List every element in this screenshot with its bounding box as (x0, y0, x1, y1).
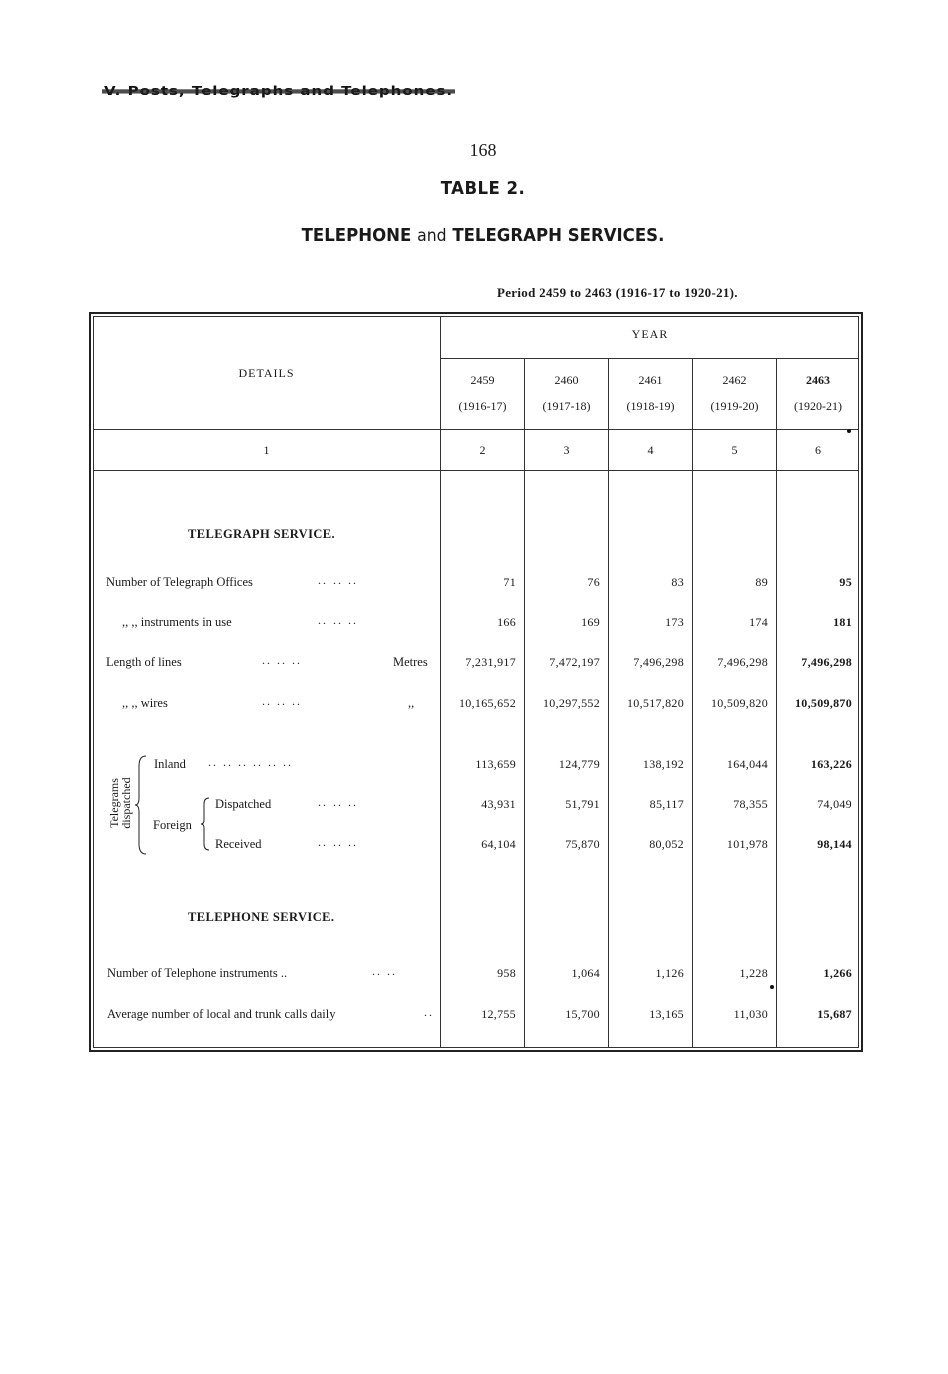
leader-dots: .. .. .. (318, 835, 358, 849)
year-be: 2463 (806, 373, 830, 387)
section-title: TELEGRAPH SERVICE. (188, 527, 336, 541)
table-cell: 76 (587, 575, 600, 589)
table-cell: 7,472,197 (549, 655, 600, 669)
table-cell: 1,126 (655, 966, 684, 980)
table-cell: 11,030 (733, 1007, 768, 1021)
details-header: DETAILS (238, 366, 295, 380)
ink-spot (770, 985, 774, 989)
leader-dots: .. .. .. (318, 795, 358, 809)
table-cell: 163,226 (810, 757, 852, 771)
table-cell: 173 (665, 615, 684, 629)
row-unit: ,, (408, 696, 415, 710)
table-cell: 15,687 (817, 1007, 852, 1021)
table-cell: 958 (497, 966, 516, 980)
table-cell: 12,755 (481, 1007, 516, 1021)
year-ce: (1918-19) (626, 399, 675, 413)
table-cell: 181 (833, 615, 852, 629)
table-cell: 10,509,820 (711, 696, 768, 710)
leader-dots: .. .. .. .. .. .. (208, 755, 293, 769)
table-cell: 64,104 (481, 837, 516, 851)
year-rule (441, 358, 859, 359)
table-subtitle: TELEPHONE and TELEGRAPH SERVICES. (301, 225, 665, 246)
table-cell: 10,165,652 (459, 696, 516, 710)
row-label: Dispatched (215, 797, 272, 811)
group-label: Telegrams dispatched (107, 777, 133, 829)
table-cell: 164,044 (726, 757, 768, 771)
leader-dots: .. .. .. (318, 573, 358, 587)
table-cell: 7,496,298 (717, 655, 768, 669)
section-title: TELEPHONE SERVICE. (188, 910, 335, 924)
leader-dots: .. (424, 1005, 434, 1019)
table-cell: 113,659 (475, 757, 516, 771)
year-be: 2460 (554, 373, 579, 387)
year-header: YEAR (631, 327, 669, 341)
row-label: Length of lines (106, 655, 182, 669)
row-label: ,, ,, instruments in use (122, 615, 232, 629)
year-ce: (1919-20) (710, 399, 759, 413)
header-rule (93, 429, 859, 430)
leader-dots: .. .. .. (262, 694, 302, 708)
table-cell: 89 (755, 575, 768, 589)
table-cell: 74,049 (817, 797, 852, 811)
col-num: 1 (263, 443, 270, 457)
table-cell: 85,117 (649, 797, 684, 811)
page-number: 168 (469, 140, 497, 160)
row-unit: Metres (393, 655, 428, 669)
colnum-rule (93, 470, 859, 471)
year-be: 2459 (470, 373, 495, 387)
row-label: ,, ,, wires (122, 696, 168, 710)
table-cell: 166 (497, 615, 516, 629)
table-cell: 124,779 (558, 757, 600, 771)
ink-spot (847, 429, 851, 433)
table-cell: 43,931 (481, 797, 516, 811)
year-be: 2461 (638, 373, 663, 387)
table-cell: 1,228 (739, 966, 768, 980)
table-cell: 15,700 (565, 1007, 600, 1021)
table-title: TABLE 2. (440, 178, 526, 199)
leader-dots: .. .. (372, 964, 397, 978)
row-label: Average number of local and trunk calls daily (107, 1007, 336, 1021)
col-num: 2 (479, 443, 486, 457)
table-cell: 13,165 (649, 1007, 684, 1021)
year-ce: (1916-17) (458, 399, 507, 413)
leader-dots: .. .. .. (318, 613, 358, 627)
table-cell: 10,517,820 (627, 696, 684, 710)
table-cell: 98,144 (817, 837, 852, 851)
foreign-brace (200, 796, 212, 852)
col-divider (440, 316, 441, 1048)
table-cell: 95 (839, 575, 852, 589)
table-cell: 174 (749, 615, 768, 629)
table-cell: 78,355 (733, 797, 768, 811)
table-cell: 10,509,870 (795, 696, 852, 710)
col-num: 6 (815, 443, 821, 457)
table-cell: 7,231,917 (465, 655, 516, 669)
table-cell: 10,297,552 (543, 696, 600, 710)
table-cell: 169 (581, 615, 600, 629)
table-cell: 7,496,298 (801, 655, 852, 669)
col-num: 5 (731, 443, 738, 457)
row-label: Number of Telegraph Offices (106, 575, 253, 589)
table-cell: 138,192 (642, 757, 684, 771)
period-line: Period 2459 to 2463 (1916-17 to 1920-21). (497, 285, 738, 300)
row-label: Inland (154, 757, 186, 771)
table-cell: 71 (503, 575, 516, 589)
group-brace (134, 754, 150, 856)
table-cell: 80,052 (649, 837, 684, 851)
table-cell: 7,496,298 (633, 655, 684, 669)
row-label: Number of Telephone instruments .. (107, 966, 288, 980)
table-cell: 1,064 (571, 966, 600, 980)
table-cell: 75,870 (565, 837, 600, 851)
year-ce: (1917-18) (542, 399, 591, 413)
row-label: Received (215, 837, 262, 851)
col-num: 3 (563, 443, 570, 457)
foreign-label: Foreign (153, 818, 192, 832)
leader-dots: .. .. .. (262, 653, 302, 667)
table-cell: 83 (671, 575, 684, 589)
year-ce: (1920-21) (794, 399, 842, 413)
table-cell: 1,266 (823, 966, 852, 980)
table-cell: 101,978 (726, 837, 768, 851)
table-cell: 51,791 (565, 797, 600, 811)
year-be: 2462 (722, 373, 747, 387)
col-num: 4 (647, 443, 654, 457)
